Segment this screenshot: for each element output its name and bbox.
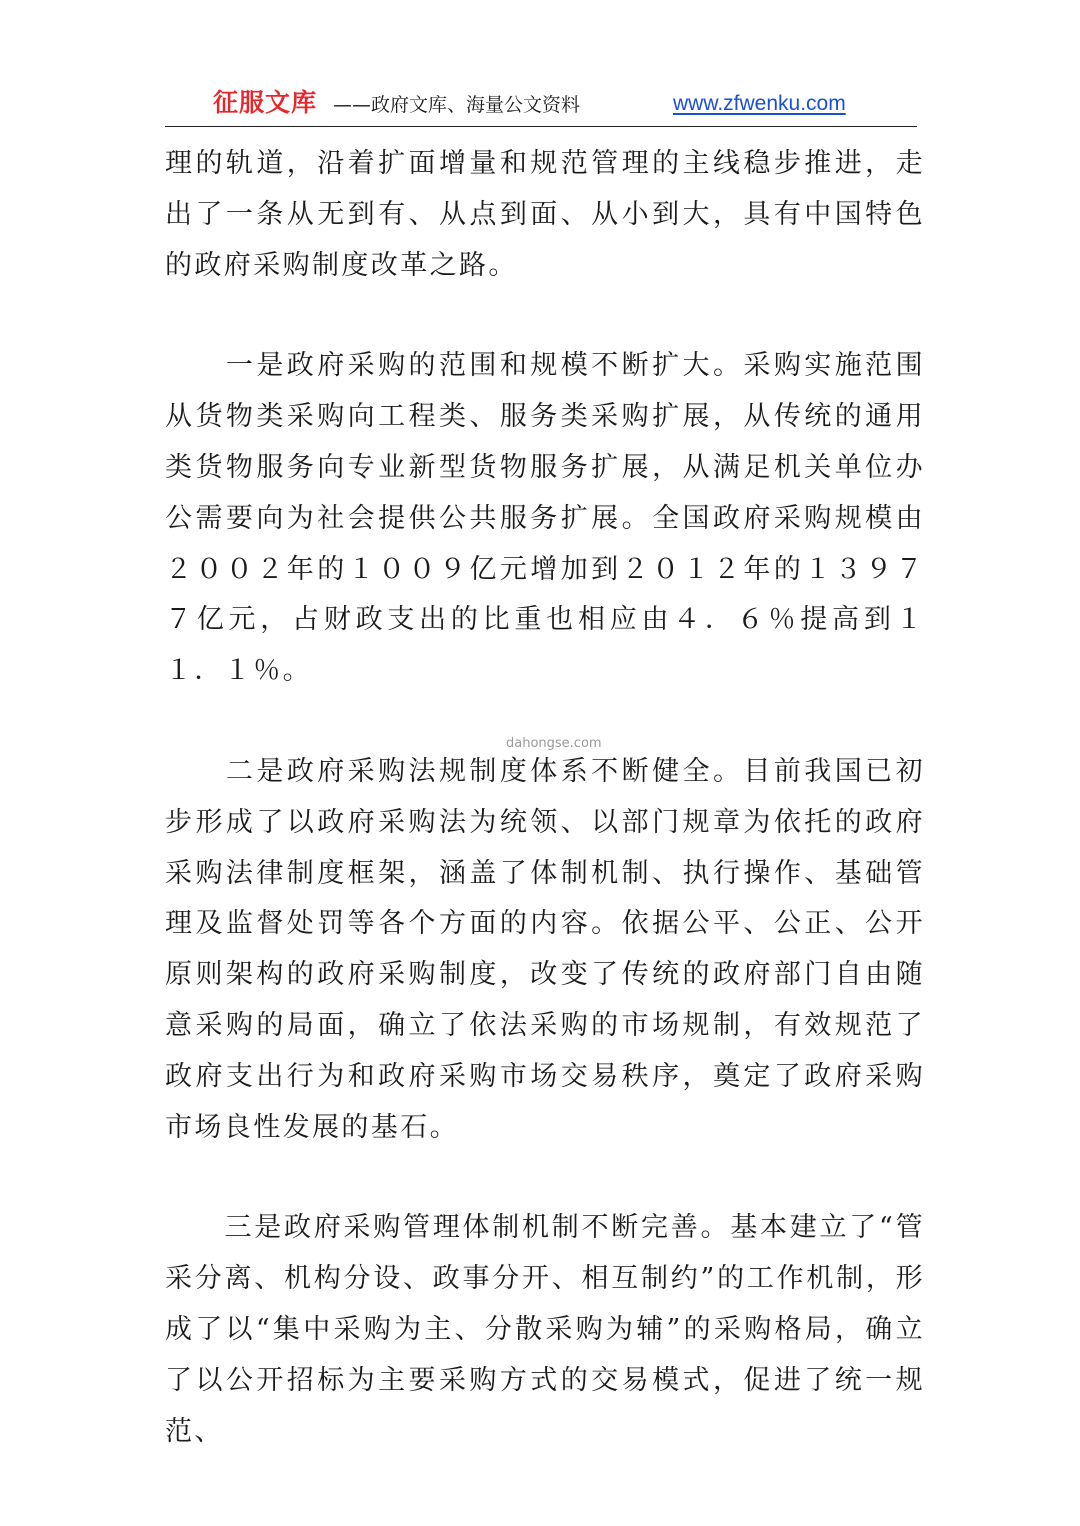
paragraph-intro: 理的轨道，沿着扩面增量和规范管理的主线稳步推进，走出了一条从无到有、从点到面、从小到大，具有中国特色的政府采购制度改革之路。 (165, 148, 925, 281)
header-tagline: ——政府文库、海量公文资料 (333, 94, 581, 116)
paragraph-management-system: 三是政府采购管理体制机制不断完善。基本建立了“管采分离、机构分设、政事分开、相互制约”的工作机制，形成了以“集中采购为主、分散采购为辅”的采购格局，确立了以公开招标为主要采购方式的交易模式，促进了统一规范、 (165, 1212, 925, 1447)
document-body (165, 139, 925, 1457)
paragraph-legal-system: 二是政府采购法规制度体系不断健全。目前我国已初步形成了以政府采购法为统领、以部门规章为依托的政府采购法律制度框架，涵盖了体制机制、执行操作、基础管理及监督处罚等各个方面的内容。依据公平、公正、公开原则架构的政府采购制度，改变了传统的政府部门自由随意采购的局面，确立了依法采购的市场规制，有效规范了政府支出行为和政府采购市场交易秩序，奠定了政府采购市场良性发展的基石。 (165, 755, 925, 1143)
paragraph-scope-scale: 一是政府采购的范围和规模不断扩大。采购实施范围从货物类采购向工程类、服务类采购扩展，从传统的通用类货物服务向专业新型货物服务扩展，从满足机关单位办公需要向为社会提供公共服务扩展。全国政府采购规模由２００２年的１００９亿元增加到２０１２年的１３９７７亿元，占财政支出的比重也相应由４．６％提高到１１．１％。 (165, 350, 925, 687)
site-url-link[interactable]: www.zfwenku.com (673, 92, 846, 115)
brand-logo: 征服文库 (213, 88, 318, 117)
page-header (165, 86, 917, 127)
watermark: dahongse.com (506, 736, 602, 751)
